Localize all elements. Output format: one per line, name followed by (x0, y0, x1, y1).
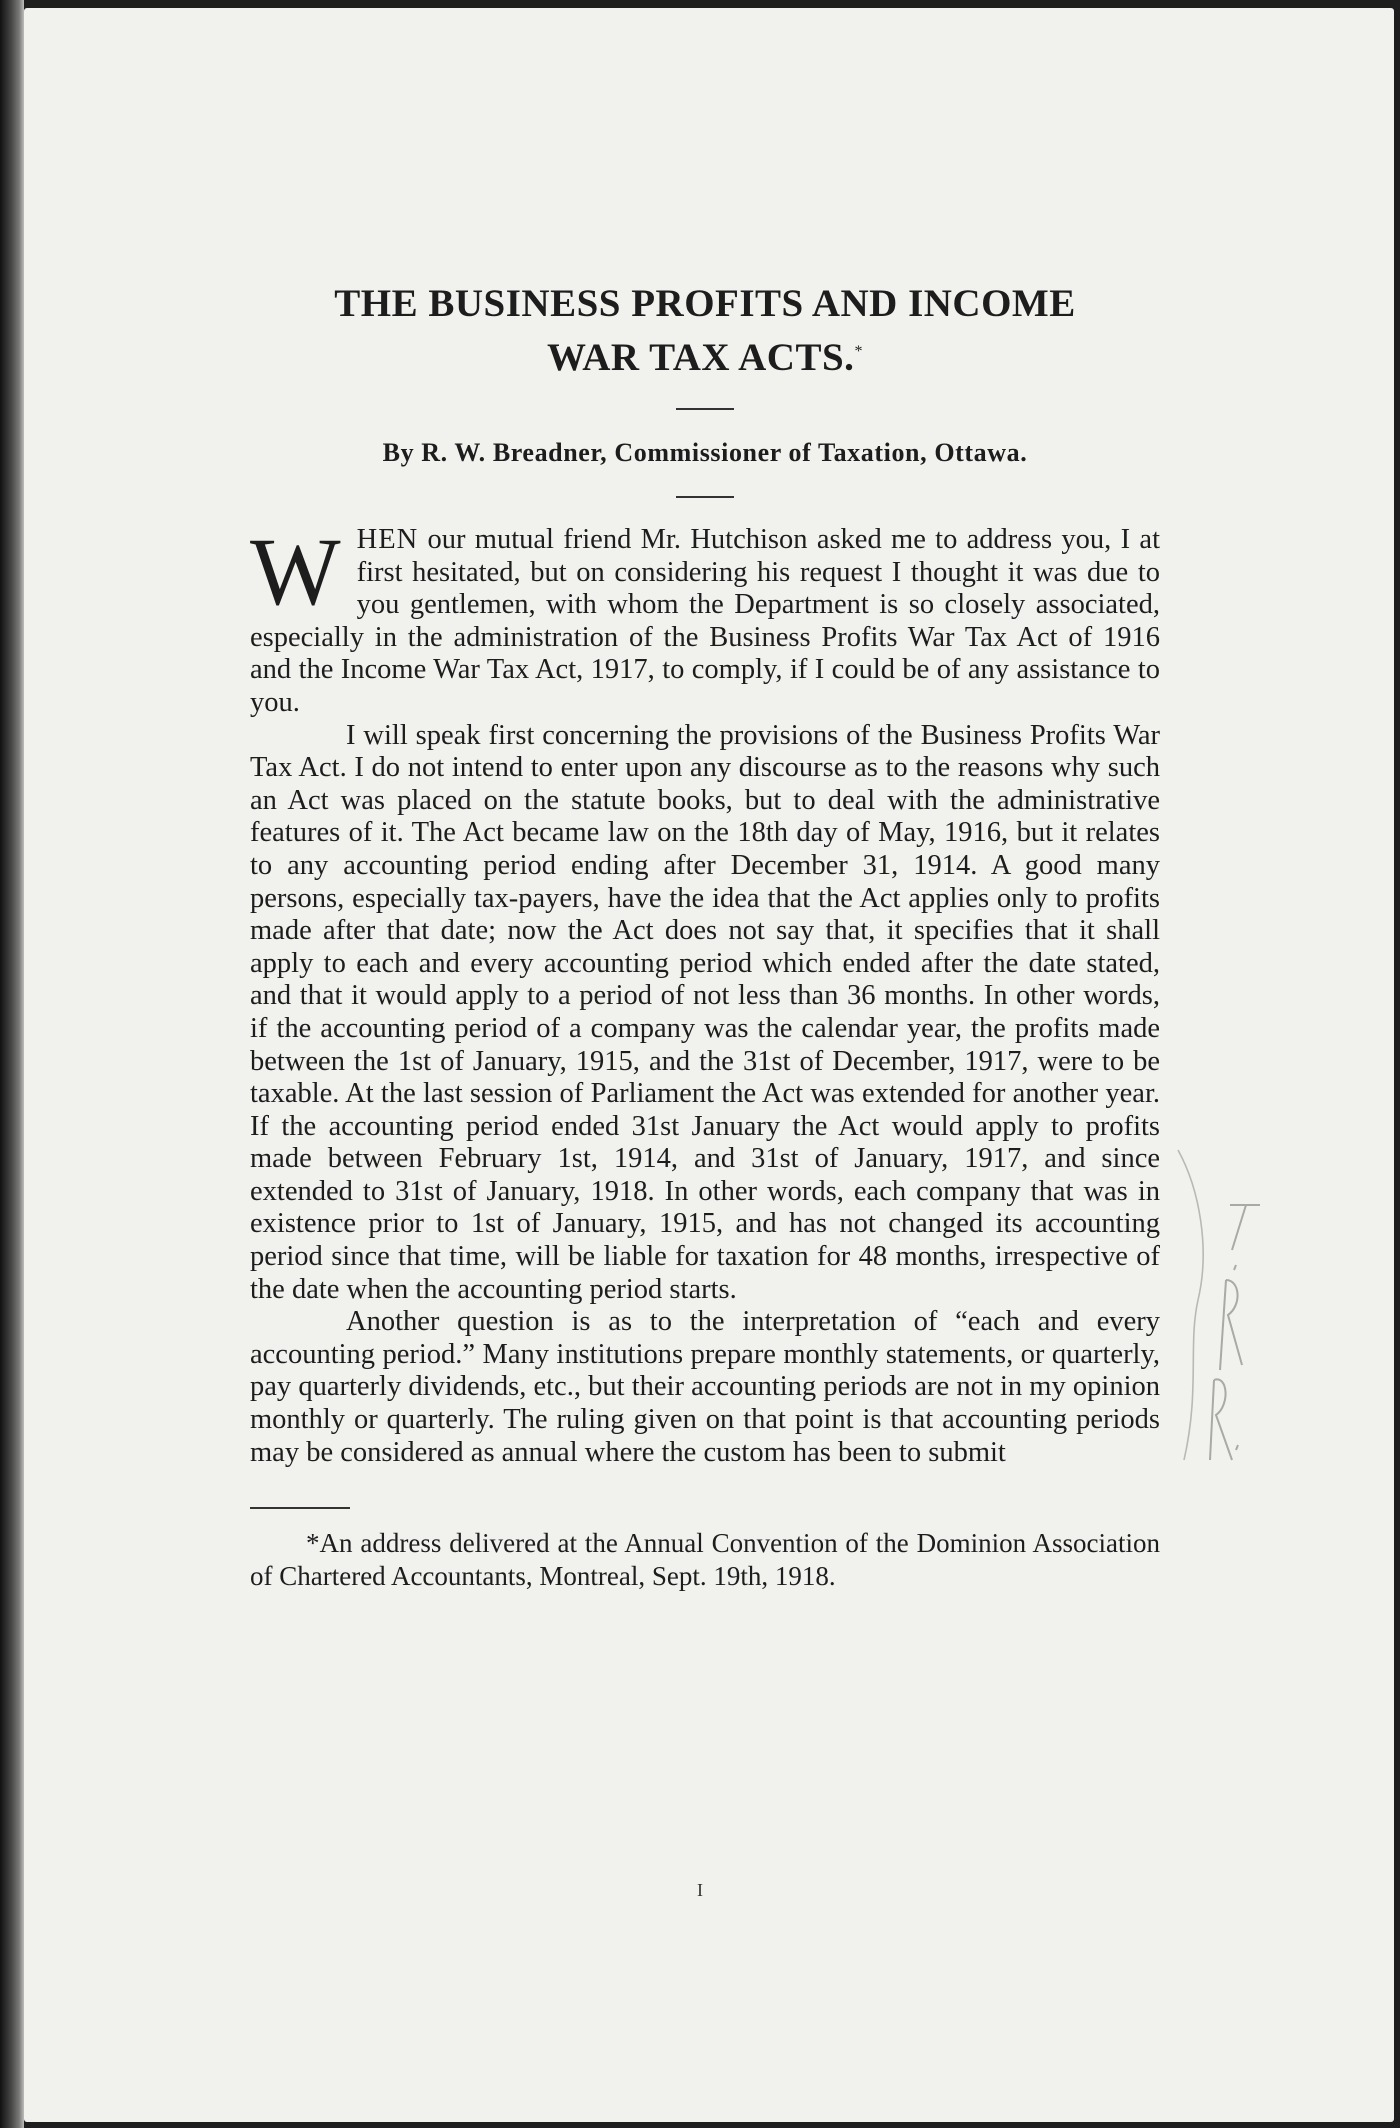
footnote: *An address delivered at the Annual Convention of the Dominion Association of Chartered Accountants, Montreal, Sept. 19th, 1918. (250, 1528, 1160, 1592)
handwritten-margin-signature (1170, 1130, 1260, 1490)
article-column (250, 280, 1160, 1593)
drop-cap: W (250, 518, 341, 625)
article-body (250, 518, 1160, 1469)
paragraph-3: Another question is as to the interpretation of “each and every accounting period.” Many institutions prepare monthly statements, or quarterly, pay quarterly dividends, etc., but their accounting periods are not in my opinion monthly or quarterly. The ruling given on that point is that accounting periods may be considered as annual where the custom has been to submit (250, 1306, 1160, 1468)
book-binding-edge (0, 0, 24, 2128)
footnote-marker: * (854, 343, 863, 360)
paragraph-1-text: our mutual friend Mr. Hutchison asked me to address you, I at first hesitated, but on considering his request I thought it was due to you gentlemen, with whom the Department is so closely associated, especially in the administration of the Business Profits War Tax Act of 1916 and the Income War Tax Act, 1917, to comply, if I could be of any assistance to you. (250, 524, 1160, 718)
byline-divider (676, 496, 734, 498)
paragraph-2: I will speak first concerning the provisions of the Business Profits War Tax Act. I do not intend to enter upon any discourse as to the reasons why such an Act was placed on the statute books, but to deal with the administrative features of it. The Act became law on the 18th day of May, 1916, but it relates to any accounting period ending after December 31, 1914. A good many persons, especially tax-payers, have the idea that the Act applies only to profits made after that date; now the Act does not say that, it specifies that it shall apply to each and every accounting period which ended after the date stated, and that it would apply to a period of not less than 36 months. In other words, if the accounting period of a company was the calendar year, the profits made between the 1st of January, 1915, and the 31st of December, 1917, were to be taxable. At the last session of Parliament the Act was extended for another year. If the accounting period ended 31st January the Act would apply to profits made between February 1st, 1914, and 31st of January, 1917, and since extended to 31st of January, 1918. In other words, each company that was in existence prior to 1st of January, 1915, and has not changed its accounting period since that time, will be liable for taxation for 48 months, irrespective of the date when the accounting period starts. (250, 719, 1160, 1305)
paragraph-1-lead: HEN (356, 524, 419, 555)
title-divider (676, 408, 734, 410)
title-line-1: THE BUSINESS PROFITS AND INCOME (334, 282, 1076, 325)
page-number: I (697, 1880, 703, 1900)
author-byline: By R. W. Breadner, Commissioner of Taxation, Ottawa. (382, 438, 1028, 467)
paragraph-1 (250, 518, 1160, 720)
article-title (250, 280, 1160, 382)
title-line-2: WAR TAX ACTS. (547, 336, 855, 379)
footnote-divider (250, 1507, 350, 1509)
